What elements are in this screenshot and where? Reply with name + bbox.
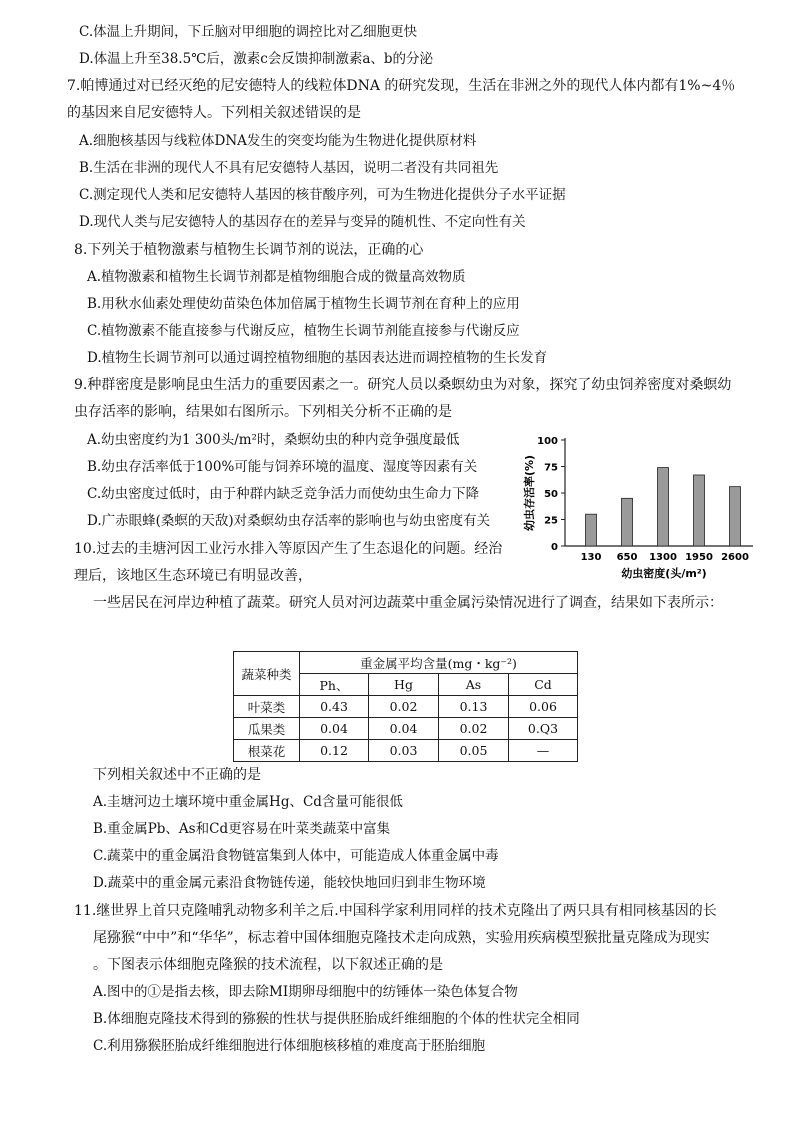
q7-option-c: C.测定现代人类和尼安德特人基因的核苷酸序列，可为生物进化提供分子水平证据 [79,187,566,203]
q11-stem-line3: 。下图表示体细胞克隆猴的技术流程，以下叙述正确的是 [93,957,443,973]
table-cell: 0.13 [439,696,509,718]
x-axis-title: 幼虫密度(头/m²) [621,567,707,580]
q10-stem-line2: 理后，该地区生态环境已有明显改善， [74,568,312,584]
y-tick-label: 0 [551,542,558,553]
q9-stem-line1: 9.种群密度是影响昆虫生活力的重要因素之一。研究人员以桑螟幼虫为对象，探究了幼虫饲养密度对桑螟幼 [74,377,732,393]
q10-stem-line1: 10.过去的圭塘河因工业污水排入等原因产生了生态退化的问题。经治 [74,541,503,557]
table-row [234,718,578,740]
table-row [234,740,578,762]
q8-option-d: D.植物生长调节剂可以通过调控植物细胞的基因表达进而调控植物的生长发育 [87,350,548,366]
x-tick-label: 1950 [685,552,713,563]
q11-option-a: A.图中的①是指去核，即去除MⅠ期卵母细胞中的纺锤体一染色体复合物 [93,984,518,1000]
q9-stem-line2: 虫存活率的影响，结果如右图所示。下列相关分析不正确的是 [74,404,452,420]
y-tick-label: 75 [544,462,558,474]
table-row-header: 蔬菜种类 [234,652,300,696]
q9-option-a: A.幼虫密度约为1 300头/m²时，桑螟幼虫的种内竞争强度最低 [87,432,460,448]
metal-header: Ph、 [300,674,369,696]
q7-option-b: B.生活在非洲的现代人不具有尼安德特人基因，说明二者没有共同祖先 [79,160,499,176]
table-cell: 0.05 [439,740,509,762]
table-cell: 0.Q3 [509,718,578,740]
metal-header: As [439,674,509,696]
q11-option-b: B.体细胞克隆技术得到的猕猴的性状与提供胚胎成纤维细胞的个体的性状完全相同 [93,1011,580,1027]
q10-option-c: C.蔬菜中的重金属沿食物链富集到人体中，可能造成人体重金属中毒 [93,848,499,864]
q9-option-c: C.幼虫密度过低时，由于种群内缺乏竞争活力而使幼虫生命力下降 [87,486,480,502]
bar [730,487,741,546]
q7-stem-line2: 的基因来自尼安德特人。下列相关叙述错误的是 [67,105,361,121]
bar [694,475,705,546]
table-cell: 0.43 [300,696,369,718]
y-tick-label: 50 [544,489,558,500]
table-cell: 0.06 [509,696,578,718]
y-tick-label: 100 [537,436,558,447]
q8-option-b: B.用秋水仙素处理使幼苗染色体加倍属于植物生长调节剂在育种上的应用 [87,296,520,312]
table-cell: 0.03 [369,740,439,762]
q7-stem-line1: 7.帕博通过对已经灭绝的尼安德特人的线粒体DNA 的研究发现，生活在非洲之外的现代人体内都有1%~4％ [67,78,736,94]
q9-option-d: D.广赤眼蜂(桑螟的天敌)对桑螟幼虫存活率的影响也与幼虫密度有关 [87,513,491,529]
larva-survival-chart [515,428,760,583]
q7-option-d: D.现代人类与尼安德特人的基因存在的差异与变异的随机性、不定向性有关 [79,214,526,230]
q8-option-a: A.植物激素和植物生长调节剂都是植物细胞合成的微量高效物质 [87,269,466,285]
q9-option-b: B.幼虫存活率低于100%可能与饲养环境的温度、湿度等因素有关 [87,459,478,475]
heavy-metal-table [233,651,578,762]
x-tick-label: 130 [580,552,602,563]
q10-option-d: D.蔬菜中的重金属元素沿食物链传递，能较快地回归到非生物环境 [93,875,486,891]
table-row [234,696,578,718]
q8-stem: 8.下列关于植物激素与植物生长调节剂的说法，正确的心 [74,242,424,258]
metal-header: Hg [369,674,439,696]
x-tick-label: 1300 [649,552,677,563]
bar [586,514,597,546]
q10-option-b: B.重金属Pb、As和Cd更容易在叶菜类蔬菜中富集 [93,821,391,837]
q11-stem-line2: 尾猕猴“中中”和“华华”，标志着中国体细胞克隆技术走向成熟，实验用疾病模型猴批量克隆成为现实 [93,930,710,946]
q6-option-c: C.体温上升期间，下丘脑对甲细胞的调控比对乙细胞更快 [79,24,418,40]
x-tick-label: 650 [616,552,638,563]
table-cell: 0.02 [439,718,509,740]
q8-option-c: C.植物激素不能直接参与代谢反应，植物生长调节剂能直接参与代谢反应 [87,323,520,339]
y-axis-title: 幼虫存活率(%) [523,454,536,532]
q6-option-d: D.体温上升至38.5℃后，激素c会反馈抑制激素a、b的分泌 [79,51,434,67]
vegetable-type: 瓜果类 [234,718,300,740]
table-cell: 0.04 [369,718,439,740]
q10-stem-line3: 一些居民在河岸边种植了蔬菜。研究人员对河边蔬菜中重金属污染情况进行了调查，结果如下表所示： [93,595,723,611]
vegetable-type: 根菜花 [234,740,300,762]
q7-option-a: A.细胞核基因与线粒体DNA发生的突变均能为生物进化提供原材料 [79,133,477,149]
table-cell: 0.12 [300,740,369,762]
q10-option-a: A.圭塘河边土壤环境中重金属Hg、Cd含量可能很低 [93,794,403,810]
q11-stem-line1: 11.继世界上首只克隆哺乳动物多利羊之后.中国科学家利用同样的技术克隆出了两只具有相同核基因的长 [74,903,717,919]
q11-option-c: C.利用猕猴胚胎成纤维细胞进行体细胞核移植的难度高于胚胎细胞 [93,1038,486,1054]
q10-question: 下列相关叙述中不正确的是 [93,767,261,783]
table-cell: — [509,740,578,762]
y-tick-label: 25 [544,515,558,527]
table-cell: 0.04 [300,718,369,740]
x-tick-label: 2600 [721,552,749,563]
bar [622,498,633,546]
table-group-header: 重金属平均含量(mg・kg⁻²) [300,652,578,674]
vegetable-type: 叶菜类 [234,696,300,718]
bar [658,468,669,546]
table-cell: 0.02 [369,696,439,718]
metal-header: Cd [509,674,578,696]
